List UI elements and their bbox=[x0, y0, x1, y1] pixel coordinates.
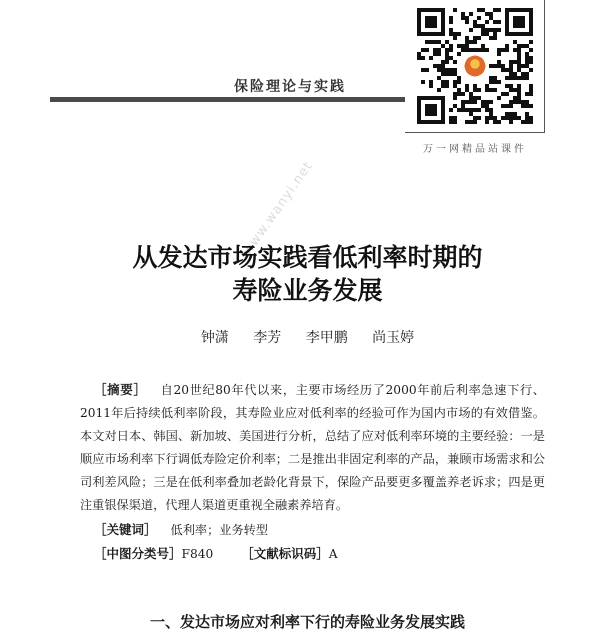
author-name: 钟潇 bbox=[200, 330, 229, 346]
author-list bbox=[0, 327, 615, 347]
keywords bbox=[94, 520, 268, 538]
qr-panel bbox=[405, 0, 545, 133]
article-title-line-2: 寿险业务发展 bbox=[232, 276, 383, 305]
doc-code-label: ［文献标识码］ bbox=[241, 546, 329, 561]
header-rule bbox=[50, 97, 405, 102]
journal-section-title: 保险理论与实践 bbox=[234, 79, 346, 95]
abstract bbox=[80, 378, 545, 517]
clc-value: F840 bbox=[181, 547, 214, 561]
article-title bbox=[0, 241, 615, 307]
qr-caption: 万一网精品站课件 bbox=[423, 144, 527, 155]
section-heading: 一、发达市场应对利率下行的寿险业务发展实践 bbox=[149, 613, 465, 631]
abstract-text: 自20世纪80年代以来，主要市场经历了2000年前后利率急速下行、2011年后持续低利率阶段，其寿险业应对低利率的经验可作为国内市场的有效借鉴。本文对日本、韩国、新加坡、美国进行分析，总结了应对低利率环境的主要经验：一是顺应市场利率下行调低寿险定价利率；二是推出非固定利率的产品，兼顾市场需求和公司利差风险；三是在低利率叠加老龄化背景下，保险产品要更多覆盖养老诉求；四是更注重银保渠道，代理人渠道更重视全融素养培育。 bbox=[80, 383, 545, 512]
clc-label: ［中图分类号］ bbox=[94, 546, 182, 561]
classification-line bbox=[94, 544, 338, 562]
author-name: 尚玉婷 bbox=[372, 330, 415, 346]
keywords-text: 低利率；业务转型 bbox=[170, 523, 269, 537]
abstract-label: ［摘要］ bbox=[94, 382, 147, 397]
keywords-label: ［关键词］ bbox=[94, 522, 157, 537]
article-title-line-1: 从发达市场实践看低利率时期的 bbox=[132, 243, 483, 272]
author-name: 李芳 bbox=[253, 330, 282, 346]
qr-code-icon[interactable] bbox=[417, 8, 533, 124]
doc-code-value: A bbox=[328, 547, 338, 561]
author-name: 李甲鹏 bbox=[305, 330, 348, 346]
watermark: www.wanyi.net bbox=[240, 158, 317, 259]
